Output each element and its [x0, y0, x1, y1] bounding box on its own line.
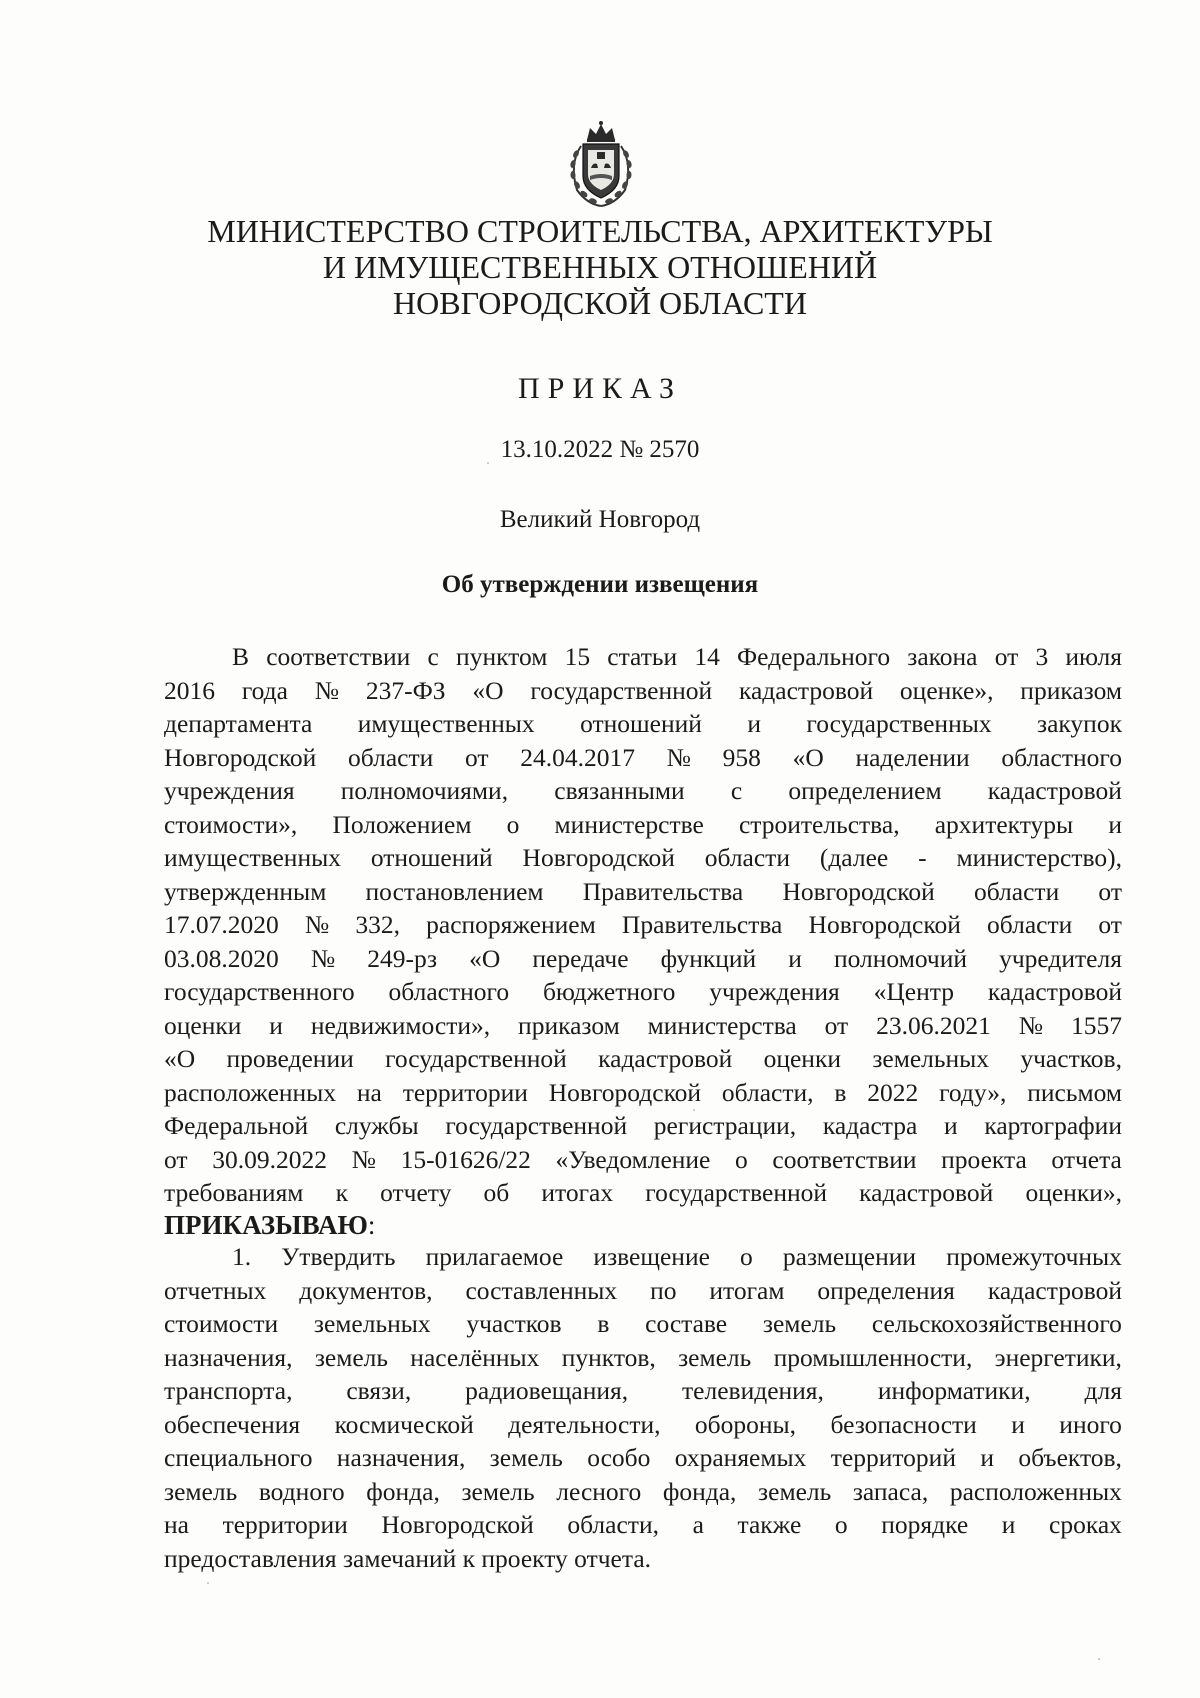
word: области, [567, 1510, 659, 1539]
text-line [164, 741, 1122, 775]
word: отчетных [164, 1275, 267, 1305]
word: земельных [313, 1309, 431, 1338]
word: телевидения, [682, 1376, 824, 1405]
document-city: Великий Новгород [499, 506, 701, 533]
word: участков, [1020, 1044, 1122, 1073]
word: государственной [445, 1111, 628, 1140]
word: Новгородской [782, 876, 935, 906]
word: году», [939, 1077, 1007, 1107]
word: «О [164, 1044, 196, 1073]
word: Новгородской [164, 742, 317, 772]
order-word: ПРИКАЗЫВАЮ: [164, 1209, 376, 1240]
word: размещении [782, 1242, 917, 1271]
word: Правительства [582, 876, 744, 906]
word: кадастра [822, 1111, 918, 1140]
text-line [164, 1109, 1122, 1143]
document-body [164, 640, 1122, 1575]
word: о [740, 1242, 753, 1271]
word: закона [907, 642, 978, 671]
word: 14 [694, 642, 720, 671]
word: министерстве [554, 809, 704, 839]
word: учредителя [999, 943, 1122, 973]
text-line [164, 1307, 1122, 1341]
word: сроках [1049, 1510, 1122, 1539]
text-line [164, 975, 1122, 1009]
word: безопасности [830, 1409, 977, 1439]
word: и [980, 1443, 994, 1472]
word: (далее [819, 843, 889, 872]
word: службы [334, 1111, 419, 1140]
word: № [310, 943, 336, 973]
word: определения [817, 1275, 955, 1305]
word: извещение [593, 1242, 710, 1271]
word: бюджетного [542, 977, 676, 1006]
word: № [314, 675, 340, 705]
word: промышленности, [773, 1342, 973, 1372]
word: стоимости [164, 1309, 279, 1338]
word: земель [678, 1342, 752, 1372]
text-line [164, 942, 1122, 976]
word: от [464, 742, 489, 772]
preamble-paragraph [164, 640, 1122, 1210]
scan-speck [1098, 1658, 1100, 1660]
word: 15 [564, 642, 591, 671]
word: Положением [332, 809, 472, 839]
word: наделении [855, 742, 970, 772]
word: кадастровой [598, 1044, 733, 1073]
word: картографии [984, 1111, 1122, 1140]
word: министерство), [956, 843, 1122, 872]
ministry-name-line-1: МИНИСТЕРСТВО СТРОИТЕЛЬСТВА, АРХИТЕКТУРЫ [207, 213, 993, 249]
word: 237-ФЗ [365, 675, 446, 705]
text-line [164, 1042, 1122, 1076]
text-line [164, 908, 1122, 942]
word: кадастровой [987, 977, 1122, 1006]
word: статьи [607, 642, 678, 671]
word: обороны, [694, 1409, 797, 1439]
word: и [943, 1111, 958, 1140]
word: 3 [1035, 642, 1049, 671]
order-item-1-last-line [164, 1542, 1122, 1576]
word: функций [660, 943, 757, 973]
word: транспорта, [164, 1376, 293, 1405]
text-line [164, 1441, 1122, 1475]
word: недвижимости», [310, 1010, 491, 1040]
order-word-line [164, 1210, 1122, 1241]
word: в [597, 1309, 610, 1338]
word: 332, [355, 910, 400, 939]
word: В [232, 642, 250, 671]
word: энергетики, [994, 1342, 1122, 1372]
word: связанными [554, 776, 685, 805]
text-line [164, 774, 1122, 808]
word: государственных [806, 709, 992, 738]
word: итогах [541, 1178, 614, 1207]
word: с [730, 776, 743, 805]
word: Федеральной [164, 1111, 309, 1140]
text-line [164, 841, 1122, 875]
word: и [1011, 1409, 1025, 1439]
word: и [788, 943, 802, 973]
word: 2022 [867, 1077, 919, 1107]
word: земельных [872, 1044, 990, 1073]
word: о [834, 1510, 848, 1539]
word: 1557 [1070, 1010, 1122, 1040]
word: радиовещания, [465, 1376, 629, 1405]
word: 24.04.2017 [520, 742, 635, 772]
word: 15-01626/22 [400, 1144, 531, 1174]
word: на [164, 1510, 189, 1539]
word: Новгородской [522, 843, 675, 872]
word: министерства [647, 1010, 797, 1040]
text-line [164, 1240, 1122, 1274]
word: об [483, 1178, 510, 1207]
word: 249-рз [367, 943, 438, 973]
word: Правительства [621, 910, 783, 939]
word: полномочий [834, 943, 968, 973]
word: земель [758, 1476, 832, 1506]
word: на [356, 1077, 382, 1107]
word: прилагаемое [425, 1242, 564, 1271]
word: полномочиями, [340, 776, 509, 805]
word: государственного [164, 977, 355, 1006]
word: назначения, [164, 1342, 293, 1372]
word: территории [402, 1077, 528, 1107]
word: соответствии [772, 1144, 917, 1174]
word: информатики, [877, 1376, 1031, 1405]
word: отчету [380, 1178, 452, 1207]
word: области [704, 843, 790, 872]
word: Новгородской [381, 1510, 534, 1539]
word: утвержденным [164, 876, 327, 906]
text-line [164, 1009, 1122, 1043]
word: от [1098, 910, 1122, 939]
text-line [164, 1176, 1122, 1210]
word: расположенных [949, 1476, 1122, 1506]
word: деятельности, [508, 1409, 661, 1439]
word: учреждения [164, 776, 295, 805]
text-line [164, 1341, 1122, 1375]
word: оценки», [1025, 1178, 1122, 1207]
word: Новгородской [548, 1077, 702, 1107]
document-type-title: ПРИКАЗ [518, 372, 682, 405]
novgorod-coat-of-arms-icon [563, 118, 639, 210]
word: 23.06.2021 [876, 1010, 991, 1040]
text-line [164, 1475, 1122, 1509]
text-line [164, 875, 1122, 909]
text-line [164, 1143, 1122, 1177]
word: приказом [1020, 675, 1122, 705]
word: также [737, 1510, 802, 1539]
word: оценки [763, 1044, 841, 1073]
word: строительства, [738, 809, 900, 839]
text-line [164, 1076, 1122, 1110]
order-item-1 [164, 1240, 1122, 1542]
word: - [918, 843, 927, 872]
word: отчета [1051, 1144, 1122, 1174]
word: особо [587, 1443, 651, 1472]
word: земель [164, 1476, 238, 1506]
word: 958 [722, 742, 761, 772]
scan-speck [693, 1109, 695, 1111]
text-line [164, 1374, 1122, 1408]
word: составленных [465, 1275, 618, 1305]
word: и [1001, 1510, 1016, 1539]
word: департамента [164, 709, 313, 738]
word: территории [222, 1510, 348, 1539]
word: запаса, [852, 1476, 929, 1506]
word: охраняемых [674, 1443, 807, 1472]
word: документов, [299, 1275, 433, 1305]
word: а [692, 1510, 704, 1539]
text-line [164, 707, 1122, 741]
word: с [427, 642, 439, 671]
word: в [834, 1077, 847, 1107]
word: № [666, 742, 691, 772]
word: и [269, 1010, 283, 1040]
word: стоимости», [164, 809, 298, 839]
word: государственной [385, 1044, 567, 1073]
document-subject: Об утверждении извещения [441, 571, 759, 598]
word: территорий [830, 1443, 956, 1472]
word: от [164, 1144, 188, 1174]
word: 17.07.2020 [164, 910, 279, 939]
word: определением [788, 776, 942, 805]
scan-speck [487, 462, 489, 464]
word: «Центр [873, 977, 954, 1006]
word: проведении [226, 1044, 354, 1073]
word: к [335, 1178, 348, 1207]
word: итогам [709, 1275, 785, 1305]
ministry-name-line-2: И ИМУЩЕСТВЕННЫХ ОТНОШЕНИЙ [322, 249, 878, 285]
word: областного [1001, 742, 1122, 772]
word: оценке», [899, 675, 994, 705]
word: о [735, 1144, 748, 1174]
word: лесного [556, 1476, 642, 1506]
word: от [824, 1010, 849, 1040]
word: письмом [1027, 1077, 1122, 1107]
word: 2016 [164, 675, 215, 705]
word: порядке [881, 1510, 969, 1539]
word: обеспечения [164, 1409, 301, 1439]
word: специального [164, 1443, 313, 1472]
word: земель [461, 1476, 535, 1506]
ministry-name-line-3: НОВГОРОДСКОЙ ОБЛАСТИ [393, 285, 807, 321]
word: объектов, [1018, 1443, 1122, 1472]
word: сельскохозяйственного [871, 1309, 1122, 1338]
text-line [164, 1274, 1122, 1308]
word: связи, [346, 1376, 412, 1405]
word: «О [792, 742, 824, 772]
word: имущественных [164, 843, 341, 872]
word: пунктов, [561, 1342, 656, 1372]
word: космической [334, 1409, 474, 1439]
word: области [348, 742, 434, 772]
word: проекта [941, 1144, 1027, 1174]
word: участков [466, 1309, 562, 1338]
text-line [164, 1508, 1122, 1542]
word: Утвердить [281, 1242, 396, 1271]
word: Новгородской [808, 910, 961, 939]
word: оценки [164, 1010, 242, 1040]
word: закупок [1037, 709, 1122, 738]
word: требованиям [164, 1178, 304, 1207]
word: «О [469, 943, 501, 973]
word: от [994, 642, 1019, 671]
word: государственной [645, 1178, 828, 1207]
word: кадастровой [738, 675, 874, 705]
word: соответствии [266, 642, 411, 671]
text-line [164, 1408, 1122, 1442]
word: фонда, [662, 1476, 737, 1506]
scan-speck [207, 1582, 209, 1584]
word: «О [472, 675, 504, 705]
word: земель [314, 1342, 389, 1372]
word: иного [1059, 1409, 1122, 1439]
word: по [650, 1275, 677, 1305]
word: земель [762, 1309, 837, 1338]
word: населённых [410, 1342, 540, 1372]
word: для [1084, 1376, 1122, 1405]
word: регистрации, [653, 1111, 797, 1140]
word: архитектуры [934, 809, 1074, 839]
word: государственной [530, 675, 713, 705]
word: отношений [580, 709, 702, 738]
word: 03.08.2020 [164, 943, 279, 973]
word: отношений [370, 843, 493, 872]
word: распоряжением [426, 910, 596, 939]
word: кадастровой [987, 1275, 1122, 1305]
text-line [164, 674, 1122, 708]
word: и [1108, 809, 1122, 839]
word: промежуточных [946, 1242, 1122, 1271]
word: 1. [232, 1242, 252, 1271]
word: № [304, 910, 330, 939]
word: 30.09.2022 [212, 1144, 327, 1174]
word: года [241, 675, 288, 705]
word: фонда, [366, 1476, 440, 1506]
word: областного [388, 977, 510, 1006]
document-date-number: 13.10.2022 № 2570 [500, 436, 700, 463]
text-line [164, 808, 1122, 842]
word: имущественных [357, 709, 535, 738]
word: приказом [518, 1010, 620, 1040]
word: кадастровой [987, 776, 1122, 805]
word: от [1098, 876, 1122, 906]
word: назначения, [336, 1443, 466, 1472]
word: земель [489, 1443, 563, 1472]
word: области [973, 876, 1060, 906]
text-line [164, 640, 1122, 674]
word: № [1018, 1010, 1044, 1040]
word: пунктом [456, 642, 548, 671]
word: о [506, 809, 520, 839]
word: учреждения [709, 977, 840, 1006]
word: водного [258, 1476, 345, 1506]
word: «Уведомление [555, 1144, 711, 1174]
word: и [747, 709, 761, 738]
word: кадастровой [859, 1178, 994, 1207]
line-text: предоставления замечаний к проекту отчета. [164, 1543, 652, 1573]
word: области, [721, 1077, 814, 1107]
word: передаче [532, 943, 629, 973]
word: области [987, 910, 1073, 939]
word: расположенных [164, 1077, 337, 1107]
word: Федерального [737, 642, 891, 671]
word: постановлением [365, 876, 544, 906]
word: составе [645, 1309, 728, 1338]
word: № [351, 1144, 376, 1174]
word: июля [1065, 642, 1122, 671]
